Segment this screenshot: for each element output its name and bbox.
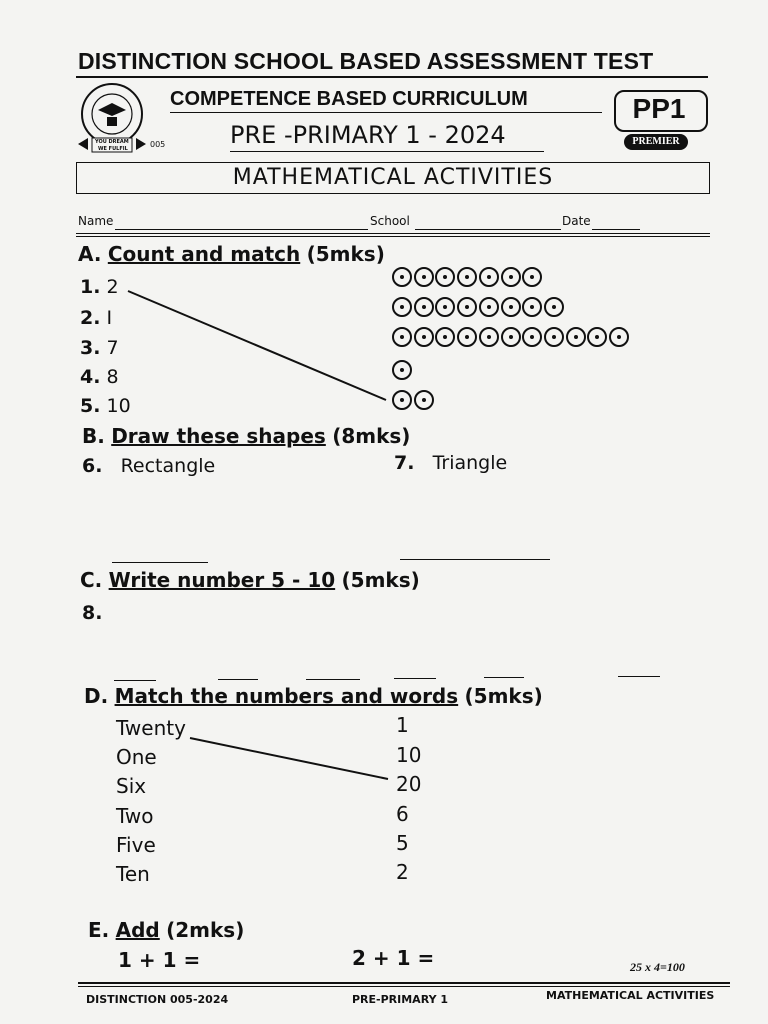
item-value: 2: [106, 276, 119, 298]
section-e-marks: (2mks): [166, 918, 245, 942]
logo-motto-1: YOU DREAM: [95, 139, 129, 145]
q7-number: 7.: [394, 452, 415, 474]
answer-blank: [394, 678, 436, 679]
level-badge-text: PP1: [632, 93, 686, 124]
section-b-marks: (8mks): [332, 424, 411, 448]
number-item: 20: [396, 772, 422, 796]
subject-title: MATHEMATICAL ACTIVITIES: [232, 165, 554, 190]
assessment-title: DISTINCTION SCHOOL BASED ASSESSMENT TEST: [78, 48, 654, 74]
question-7: [394, 452, 507, 474]
word-item: Six: [116, 774, 147, 798]
item-value: 8: [106, 366, 119, 388]
curriculum-heading: COMPETENCE BASED CURRICULUM: [170, 88, 528, 110]
answer-line-6: [112, 562, 208, 563]
section-d-marks: (5mks): [464, 684, 543, 708]
logo-motto-2: WE FULFIL: [98, 146, 128, 152]
answer-blank: [218, 679, 258, 680]
section-d-title: Match the numbers and words: [114, 684, 459, 708]
word-item: Twenty: [116, 716, 186, 740]
school-label: School: [370, 214, 410, 228]
question-6: [82, 455, 215, 477]
section-d-letter: D.: [84, 684, 109, 708]
number-item: 1: [396, 713, 409, 737]
number-item: 5: [396, 831, 409, 855]
item-number: 3.: [80, 337, 101, 359]
number-item: 6: [396, 802, 409, 826]
score-note: 25 x 4=100: [630, 960, 685, 974]
name-label: Name: [78, 214, 114, 228]
section-c-heading: [80, 568, 420, 592]
item-number: 2.: [80, 307, 101, 329]
section-a-marks: (5mks): [306, 242, 385, 266]
section-b-letter: B.: [82, 424, 105, 448]
addition-2: 2 + 1 =: [352, 946, 435, 970]
section-a-letter: A.: [78, 242, 102, 266]
premier-label: PREMIER: [624, 134, 688, 150]
answer-blank: [306, 679, 360, 680]
item-value: I: [106, 307, 113, 329]
item-number: 1.: [80, 276, 101, 298]
level-year-heading: PRE -PRIMARY 1 - 2024: [230, 121, 506, 149]
section-e-letter: E.: [88, 918, 110, 942]
word-item: Ten: [116, 862, 150, 886]
date-label: Date: [562, 214, 591, 228]
q7-text: Triangle: [432, 452, 508, 474]
section-c-title: Write number 5 - 10: [108, 568, 336, 592]
item-number: 4.: [80, 366, 101, 388]
footer-rule-2: [78, 986, 730, 987]
addition-1: 1 + 1 =: [118, 948, 201, 972]
footer-rule-1: [78, 982, 730, 984]
section-b-title: Draw these shapes: [111, 424, 326, 448]
number-item: 2: [396, 860, 409, 884]
section-b-heading: [82, 424, 410, 448]
section-c-marks: (5mks): [341, 568, 420, 592]
answer-blank: [484, 677, 524, 678]
word-item: Five: [116, 833, 156, 857]
item-value: 7: [106, 337, 119, 359]
section-e-heading: [88, 918, 244, 942]
q8-number: 8.: [82, 602, 103, 624]
word-item: One: [116, 745, 157, 769]
section-c-letter: C.: [80, 568, 103, 592]
section-e-title: Add: [115, 918, 160, 942]
section-d-heading: [84, 684, 543, 708]
logo-code: 005: [150, 140, 166, 149]
number-item: 10: [396, 743, 422, 767]
section-a-title: Count and match: [107, 242, 301, 266]
q6-number: 6.: [82, 455, 103, 477]
word-item: Two: [116, 804, 154, 828]
item-value: 10: [106, 395, 131, 417]
answer-blank: [618, 676, 660, 677]
footer-left: DISTINCTION 005-2024: [86, 993, 229, 1006]
item-number: 5.: [80, 395, 101, 417]
answer-blank: [114, 680, 156, 681]
footer-right: MATHEMATICAL ACTIVITIES: [546, 989, 715, 1002]
footer-center: PRE-PRIMARY 1: [352, 993, 449, 1006]
answer-line-7: [400, 559, 550, 560]
q6-text: Rectangle: [120, 455, 216, 477]
